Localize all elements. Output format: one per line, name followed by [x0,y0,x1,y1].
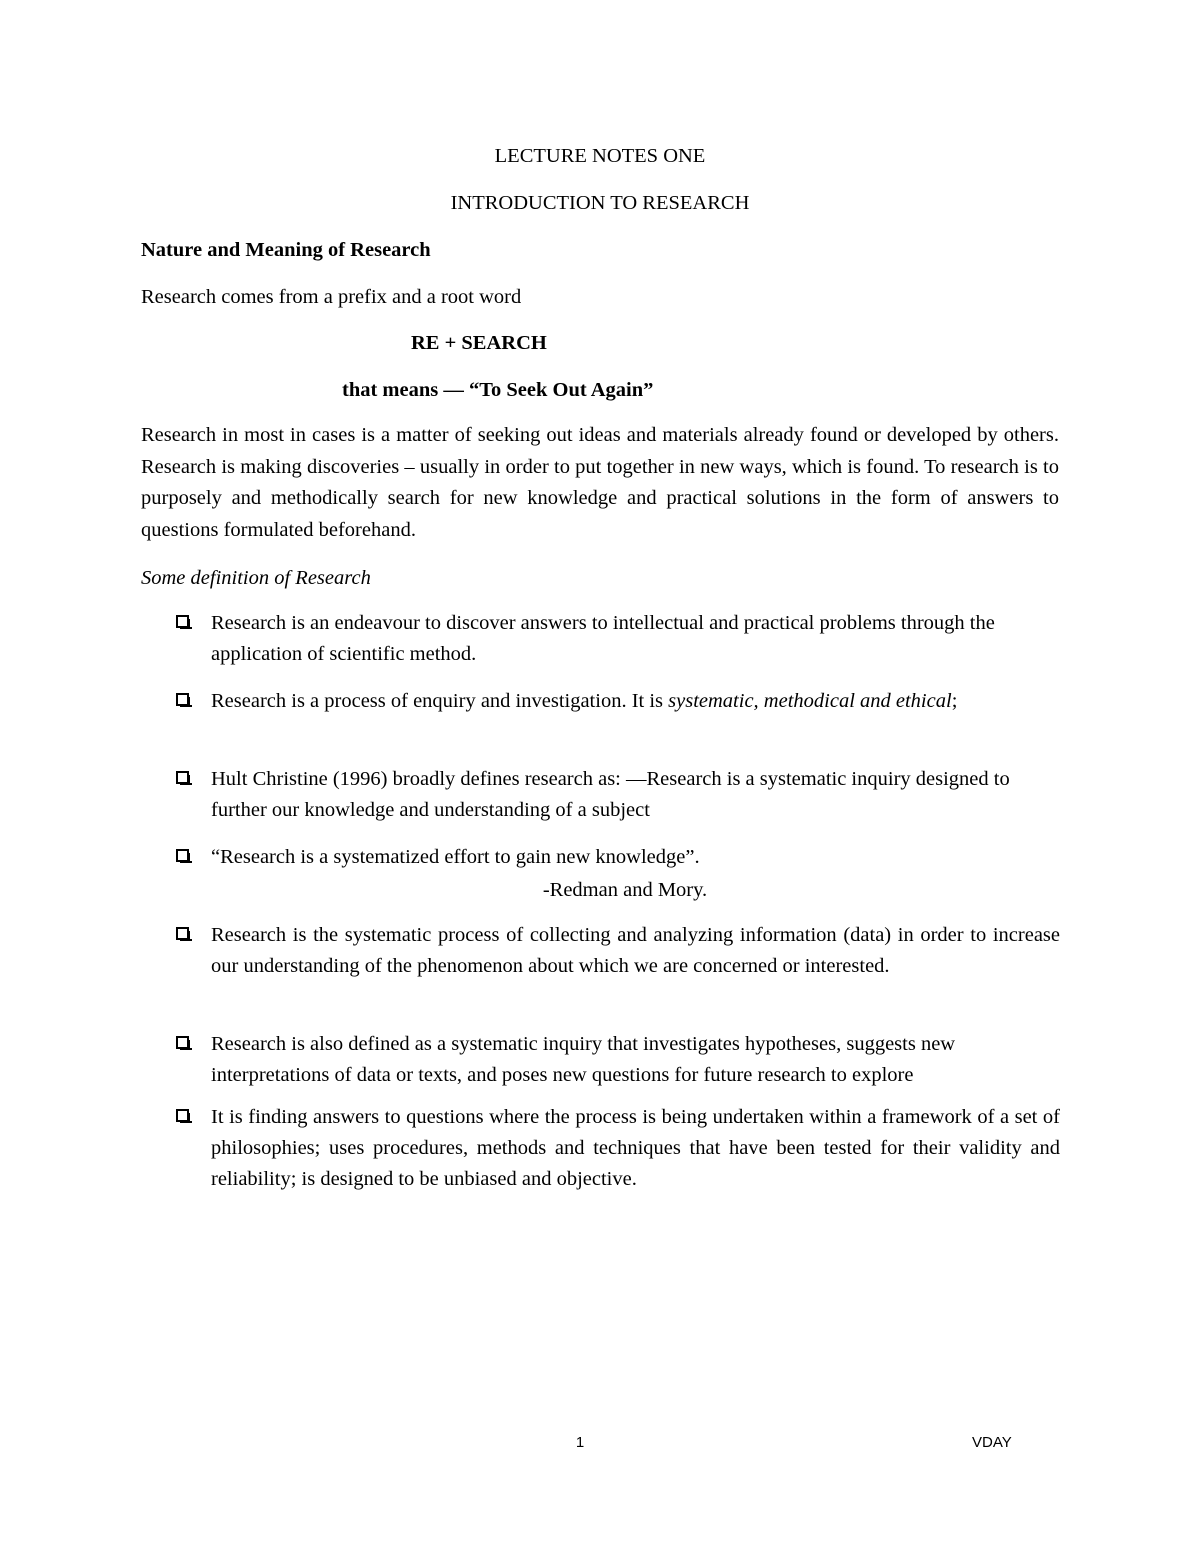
footer-tag: VDAY [972,1434,1012,1451]
definition-text-end: ; [951,690,958,712]
checkbox-square-icon [176,849,189,862]
definition-text: Hult Christine (1996) broadly defines research as: ―Research is a systematic inquiry designed to further our knowledge and understanding of a subject [211,768,1010,821]
definition-text: Research is also defined as a systematic inquiry that investigates hypotheses, suggests new interpretations of data or texts, and poses new questions for future research to explore [211,1033,956,1086]
checkbox-square-icon [176,1036,189,1049]
definition-text: “Research is a systematized effort to gain new knowledge”. [211,846,700,868]
definition-text: Research is an endeavour to discover answers to intellectual and practical problems through the application of scientific method. [211,612,995,665]
checkbox-square-icon [176,693,189,706]
meaning-line: that means — “To Seek Out Again” [342,379,654,401]
quote-attribution: -Redman and Mory. [542,879,708,901]
checkbox-square-icon [176,1109,189,1122]
definition-text: It is finding answers to questions where the process is being undertaken within a framework of a set of philosophies; uses procedures, methods and techniques that have been tested for their validity and reliability; is designed to be unbiased and objective. [211,1106,1060,1190]
definition-text-start: Research is a process of enquiry and investigation. It is [211,690,669,712]
definition-text-italic: systematic, methodical and ethical [668,690,952,712]
definition-text: Research is the systematic process of collecting and analyzing information (data) in order to increase our understanding of the phenomenon about which we are concerned or interested. [211,924,1060,977]
definition-text [211,686,1060,717]
document-title: LECTURE NOTES ONE [494,145,706,167]
formula-line: RE + SEARCH [411,332,547,354]
checkbox-square-icon [176,615,189,628]
document-subtitle: INTRODUCTION TO RESEARCH [450,192,750,214]
definitions-heading: Some definition of Research [141,567,371,589]
intro-line: Research comes from a prefix and a root word [141,286,522,308]
intro-paragraph: Research in most in cases is a matter of seeking out ideas and materials already found or developed by others. Research is making discoveries – usually in order to put together in new ways, which is found. To research is to purposely and methodically search for new knowledge and practical solutions in the form of answers to questions formulated beforehand. [141,424,1059,541]
checkbox-square-icon [176,927,189,940]
checkbox-square-icon [176,771,189,784]
section-heading: Nature and Meaning of Research [141,239,431,261]
page-number: 1 [575,1434,585,1451]
